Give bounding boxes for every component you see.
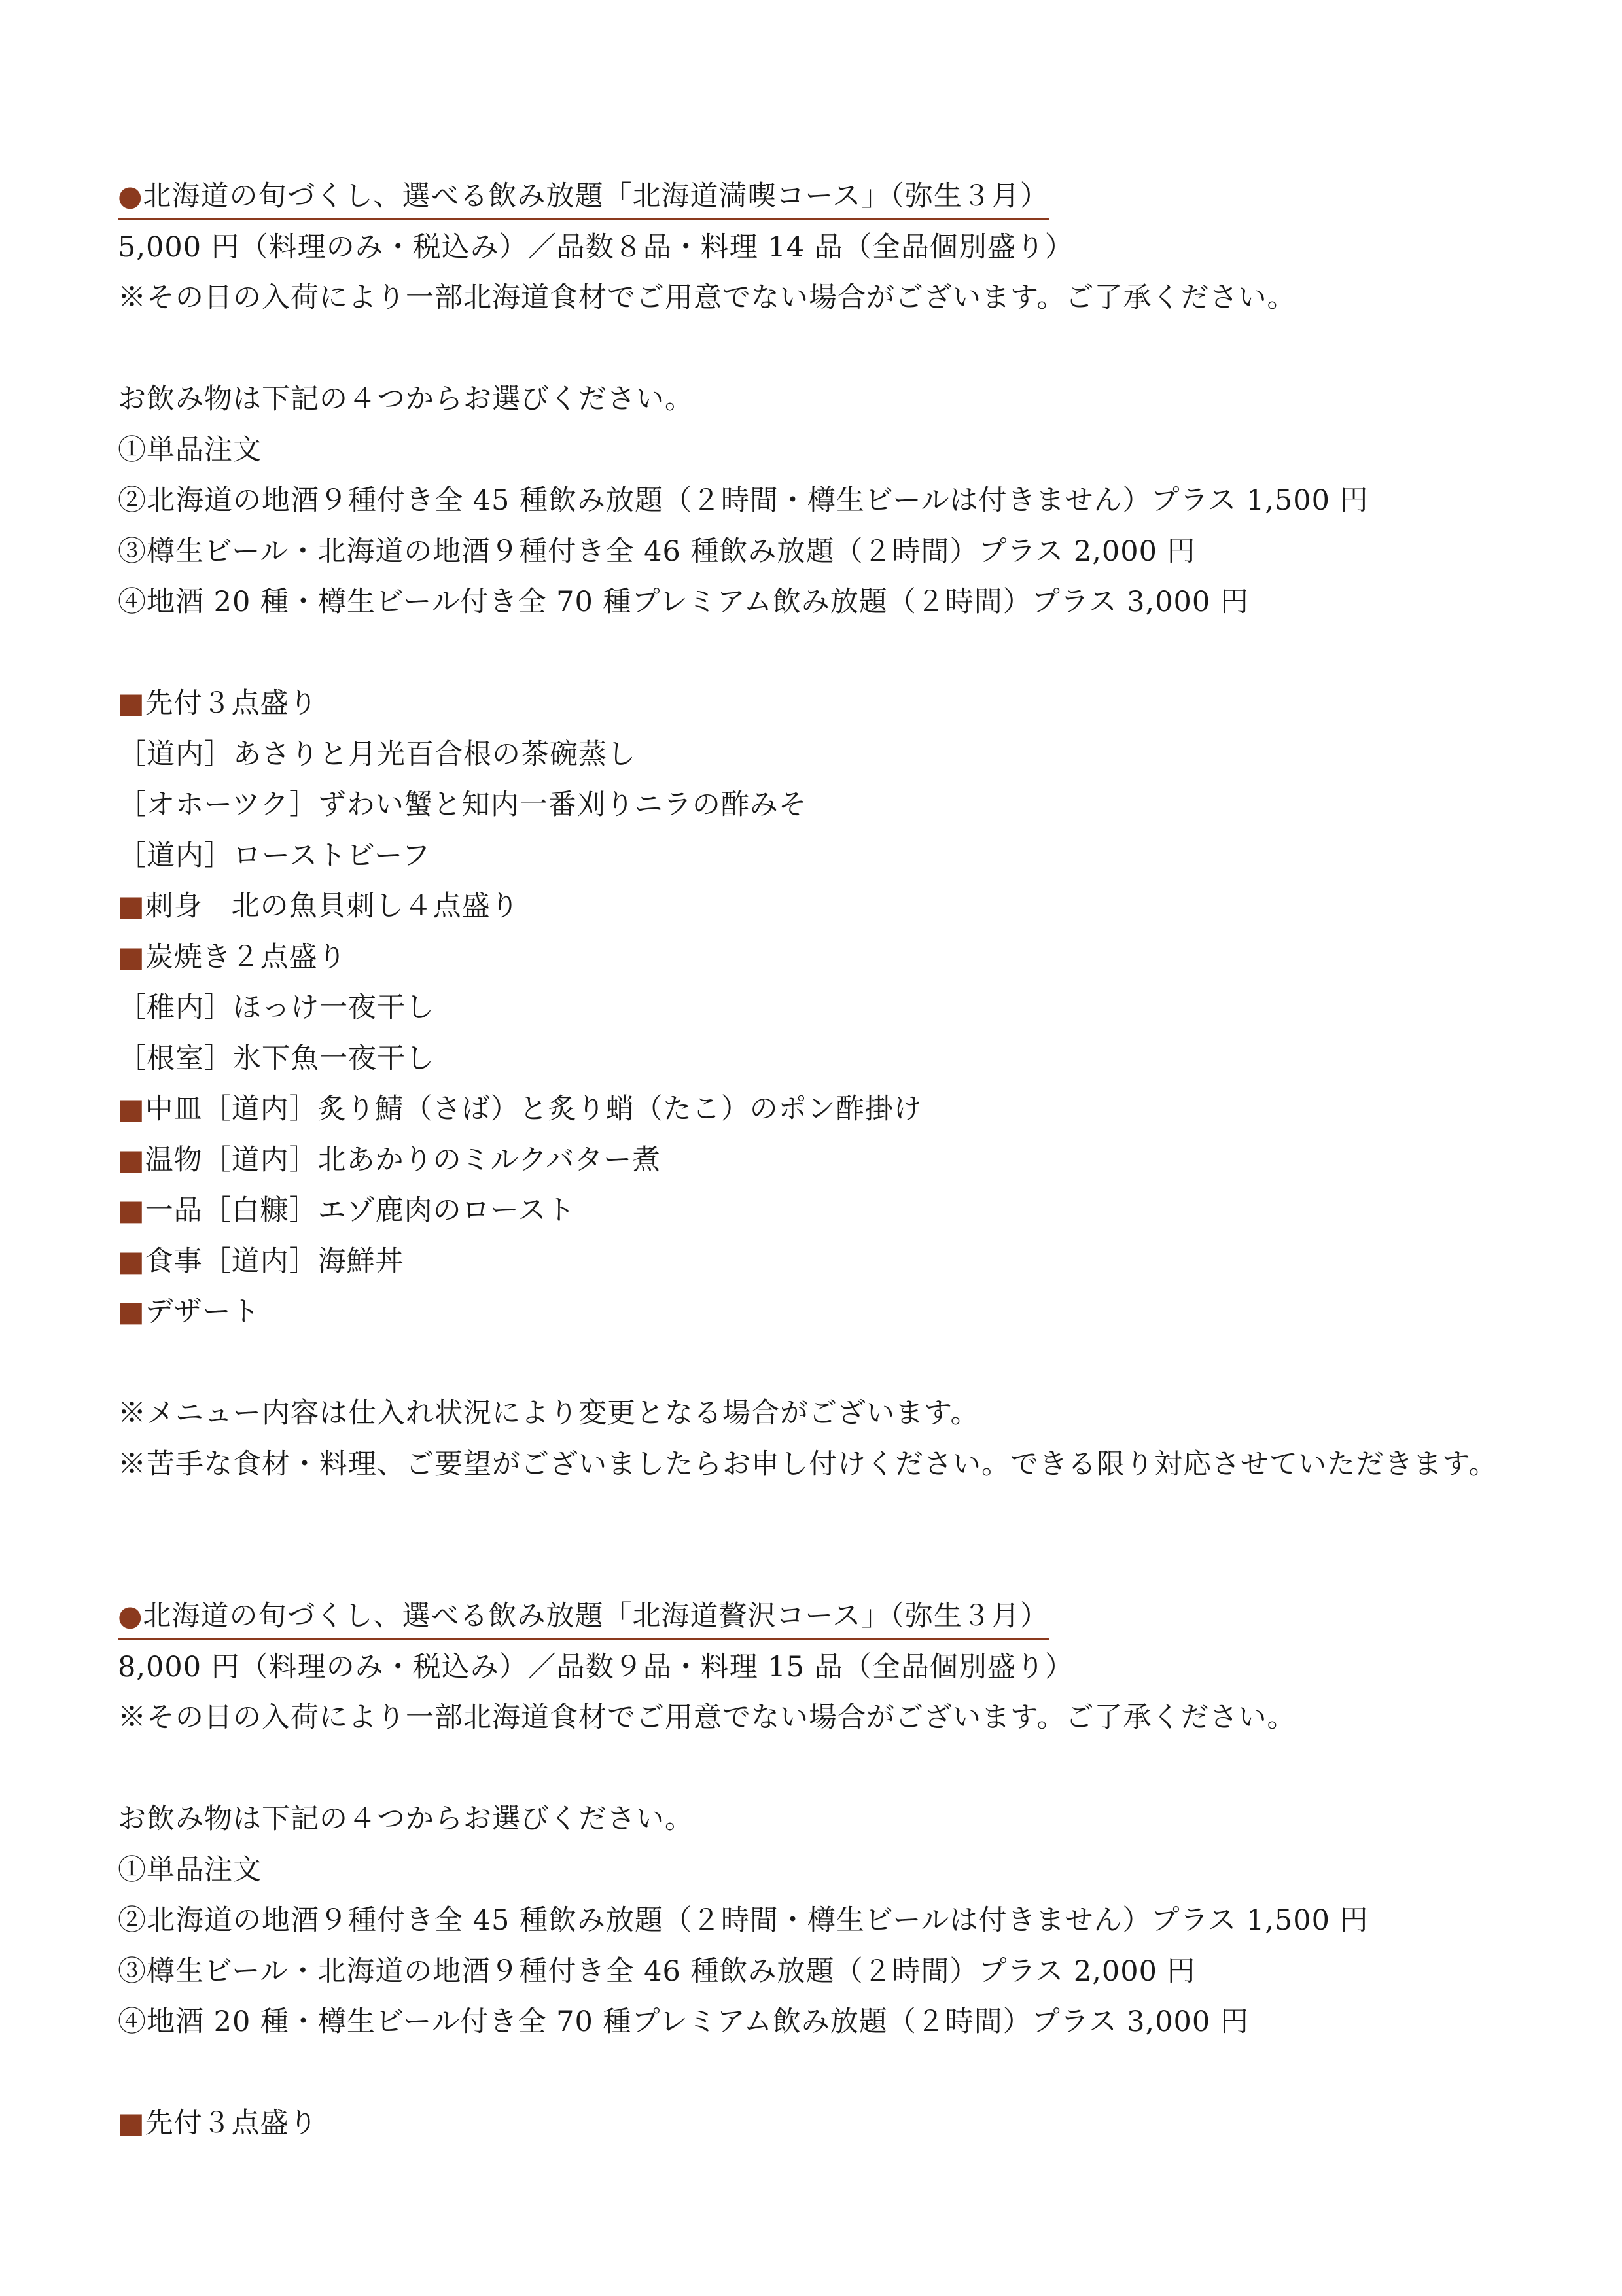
document-page bbox=[118, 171, 1518, 2149]
square-bullet-icon: ■ bbox=[118, 1245, 145, 1278]
menu-subitem: ［道内］ローストビーフ bbox=[118, 839, 431, 872]
menu-item: ■中皿［道内］炙り鯖（さば）と炙り蛸（たこ）のポン酢掛け bbox=[118, 1093, 923, 1125]
footnote: ※メニュー内容は仕入れ状況により変更となる場合がございます。 bbox=[118, 1397, 979, 1430]
square-bullet-icon: ■ bbox=[118, 1143, 145, 1176]
menu-item: ■先付３点盛り bbox=[118, 687, 318, 720]
menu-item: ■一品［白糠］エゾ鹿肉のロースト bbox=[118, 1194, 576, 1227]
menu-subitem: ［道内］あさりと月光百合根の茶碗蒸し bbox=[118, 737, 636, 771]
menu-item: ■刺身 北の魚貝刺し４点盛り bbox=[118, 890, 520, 923]
menu-item: ■温物［道内］北あかりのミルクバター煮 bbox=[118, 1143, 661, 1176]
footnote: ※苦手な食材・料理、ご要望がございましたらお申し付けください。できる限り対応させていただきます。 bbox=[118, 1447, 1498, 1481]
square-bullet-icon: ■ bbox=[118, 2107, 145, 2140]
square-bullet-icon: ■ bbox=[118, 940, 145, 974]
menu-subitem: ［オホーツク］ずわい蟹と知内一番刈りニラの酢みそ bbox=[118, 788, 807, 821]
drink-option: ③樽生ビール・北海道の地酒９種付き全 46 種飲み放題（２時間）プラス 2,000 円 bbox=[118, 1954, 1196, 1988]
drink-option: ②北海道の地酒９種付き全 45 種飲み放題（２時間・樽生ビールは付きません）プラス 1,500 円 bbox=[118, 484, 1369, 517]
menu-item: ■食事［道内］海鮮丼 bbox=[118, 1245, 404, 1278]
square-bullet-icon: ■ bbox=[118, 687, 145, 720]
drinks-intro: お飲み物は下記の４つからお選びください。 bbox=[118, 1803, 694, 1835]
course-title-row bbox=[118, 1591, 1518, 1642]
square-bullet-icon: ■ bbox=[118, 1093, 145, 1125]
course-price: 8,000 円（料理のみ・税込み）／品数９品・料理 15 品（全品個別盛り） bbox=[118, 1650, 1074, 1684]
course-title: ●北海道の旬づくし、選べる飲み放題「北海道満喫コース」（弥生３月） bbox=[118, 176, 1049, 220]
square-bullet-icon: ■ bbox=[118, 890, 145, 923]
menu-subitem: ［根室］氷下魚一夜干し bbox=[118, 1042, 434, 1075]
drinks-intro: お飲み物は下記の４つからお選びください。 bbox=[118, 383, 694, 415]
course-note: ※その日の入荷により一部北海道食材でご用意でない場合がございます。ご了承ください。 bbox=[118, 1701, 1296, 1734]
course-note: ※その日の入荷により一部北海道食材でご用意でない場合がございます。ご了承ください。 bbox=[118, 281, 1296, 314]
menu-item: ■先付３点盛り bbox=[118, 2107, 318, 2140]
square-bullet-icon: ■ bbox=[118, 1194, 145, 1227]
bullet-dot-icon: ● bbox=[118, 1600, 143, 1633]
drink-option: ③樽生ビール・北海道の地酒９種付き全 46 種飲み放題（２時間）プラス 2,000 円 bbox=[118, 535, 1196, 568]
drink-option: ①単品注文 bbox=[118, 433, 262, 467]
course-section-1 bbox=[118, 171, 1518, 1490]
course-title: ●北海道の旬づくし、選べる飲み放題「北海道贅沢コース」（弥生３月） bbox=[118, 1596, 1049, 1640]
drink-option: ②北海道の地酒９種付き全 45 種飲み放題（２時間・樽生ビールは付きません）プラス 1,500 円 bbox=[118, 1904, 1369, 1937]
course-price: 5,000 円（料理のみ・税込み）／品数８品・料理 14 品（全品個別盛り） bbox=[118, 230, 1074, 264]
square-bullet-icon: ■ bbox=[118, 1296, 145, 1328]
course-title-row bbox=[118, 171, 1518, 222]
menu-item: ■炭焼き２点盛り bbox=[118, 940, 347, 974]
drink-option: ④地酒 20 種・樽生ビール付き全 70 種プレミアム飲み放題（２時間）プラス 3,000 円 bbox=[118, 586, 1249, 618]
drink-option: ④地酒 20 種・樽生ビール付き全 70 種プレミアム飲み放題（２時間）プラス 3,000 円 bbox=[118, 2005, 1249, 2038]
menu-item: ■デザート bbox=[118, 1296, 260, 1328]
course-section-2 bbox=[118, 1591, 1518, 2149]
drink-option: ①単品注文 bbox=[118, 1853, 262, 1886]
menu-subitem: ［稚内］ほっけ一夜干し bbox=[118, 991, 434, 1024]
bullet-dot-icon: ● bbox=[118, 180, 143, 213]
